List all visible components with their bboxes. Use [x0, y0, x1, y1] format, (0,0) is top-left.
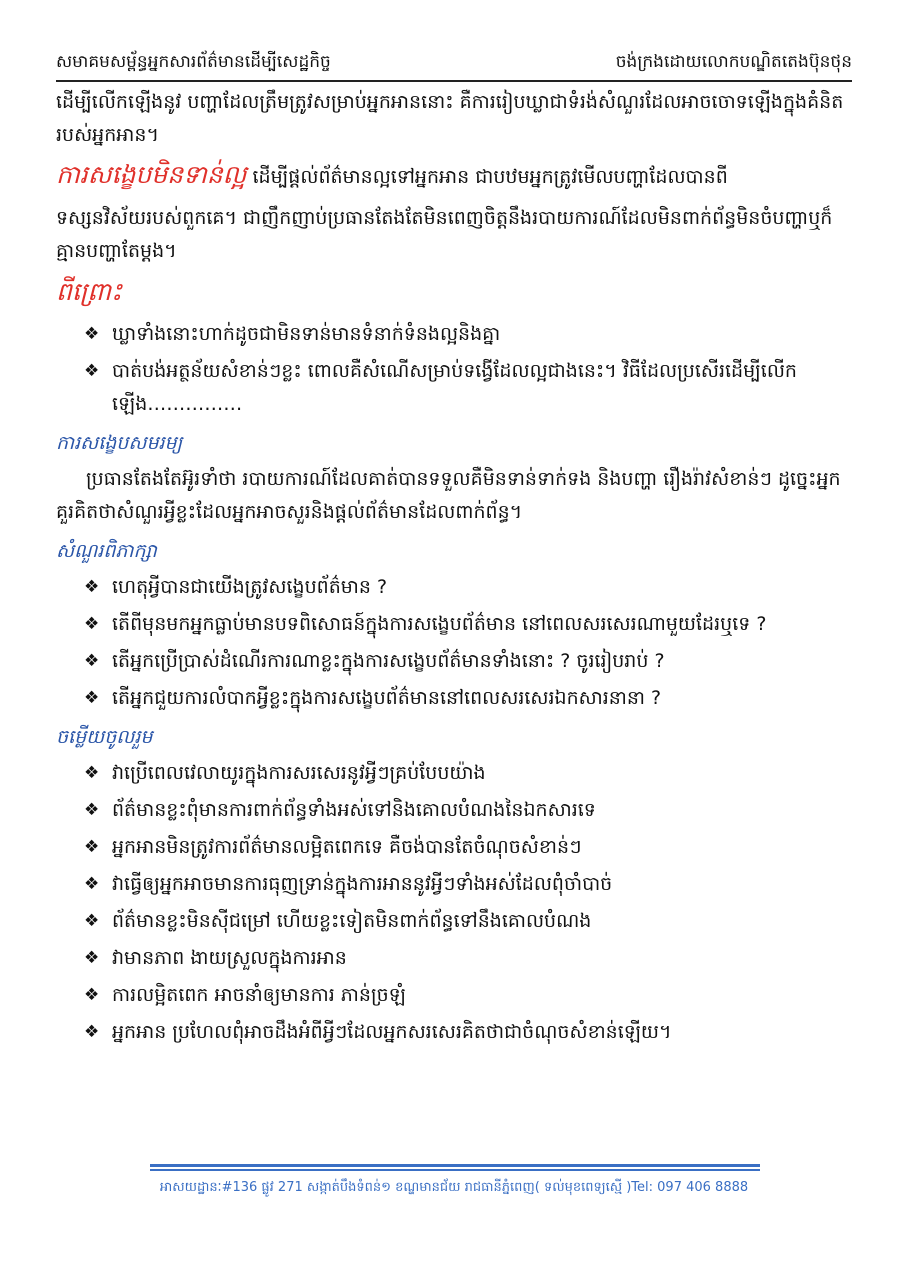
diamond-bullet-icon: ❖: [84, 577, 100, 597]
bad-summary-heading: ការសង្ខេបមិនទាន់ល្អ: [56, 160, 247, 189]
list-item: ❖ វាមានភាព ងាយស្រួលក្នុងការអាន: [56, 942, 856, 975]
list-item: ❖ តើពីមុនមកអ្នកធ្លាប់មានបទពិសោធន៍ក្នុងការសង្ខេបព័ត៌មាន នៅពេលសរសេរណាមួយដែរឬទេ ?: [56, 608, 856, 641]
diamond-bullet-icon: ❖: [84, 874, 100, 894]
diamond-bullet-icon: ❖: [84, 614, 100, 634]
list-item: ❖ ព័ត៌មានខ្លះពុំមានការពាក់ព័ន្ធទាំងអស់ទៅនិងគោលបំណងនៃឯកសារទេ: [56, 794, 856, 827]
list-item: ❖ អ្នកអានមិនត្រូវការព័ត៌មានលម្អិតពេកទេ គឺចង់បានតែចំណុចសំខាន់ៗ: [56, 831, 856, 864]
list-item: ❖ ហេតុអ្វីបានជាយើងត្រូវសង្ខេបព័ត៌មាន ?: [56, 571, 856, 604]
bad-summary-text-1: ដើម្បីផ្តល់ព័ត៌មានល្អទៅអ្នកអាន ជាបឋមអ្នកត្រូវមើលបញ្ហាដែលបានពី: [246, 166, 728, 188]
diamond-bullet-icon: ❖: [84, 361, 100, 381]
diamond-bullet-icon: ❖: [84, 688, 100, 708]
header-right: ចង់ក្រងដោយលោកបណ្ឌិតតេងប៊ុនថុន: [615, 52, 852, 72]
page-body: [56, 86, 856, 1053]
discussion-heading: សំណួរពិភាក្សា: [56, 540, 157, 562]
because-heading: ពីព្រោះ: [56, 277, 123, 306]
diamond-bullet-icon: ❖: [84, 985, 100, 1005]
header-left: សមាគមសម្ព័ន្ធអ្នកសារព័ត៌មានដើម្បីសេដ្ឋកិច្ច: [56, 52, 331, 72]
list-item: ❖ តើអ្នកជួយការលំបាកអ្វីខ្លះក្នុងការសង្ខេបព័ត៌មាននៅពេលសរសេរឯកសារនានា ?: [56, 682, 856, 715]
bad-summary-text-2: ទស្សនវិស័យរបស់ពួកគេ។ ជាញឹកញាប់ប្រធានតែងតែមិនពេញចិត្តនឹងរបាយការណ៍ដែលមិនពាក់ព័ន្ធមិនចំបញ្ហាឬក៏គ្មានបញ្ហាតែម្តង។: [56, 207, 833, 262]
list-item: ❖ ការលម្អិតពេក អាចនាំឲ្យមានការ ភាន់ច្រឡំ: [56, 979, 856, 1012]
diamond-bullet-icon: ❖: [84, 837, 100, 857]
list-item: ❖ តើអ្នកប្រើប្រាស់ដំណើរការណាខ្លះក្នុងការសង្ខេបព័ត៌មានទាំងនោះ ? ចូររៀបរាប់ ?: [56, 645, 856, 678]
list-item: ❖ វាធ្វើឲ្យអ្នកអាចមានការធុញទ្រាន់ក្នុងការអាននូវអ្វីៗទាំងអស់ដែលពុំចាំបាច់: [56, 868, 856, 901]
diamond-bullet-icon: ❖: [84, 948, 100, 968]
list-item: ❖ វាប្រើពេលវេលាយូរក្នុងការសរសេរនូវអ្វីៗគ្រប់បែបយ៉ាង: [56, 757, 856, 790]
diamond-bullet-icon: ❖: [84, 324, 100, 344]
list-item: ❖ ឃ្លាទាំងនោះហាក់ដូចជាមិនទាន់មានទំនាក់ទំនងល្អនិងគ្នា: [56, 318, 856, 351]
answers-heading: ចម្លើយចូលរួម: [56, 726, 153, 748]
list-item: ❖ ព័ត៌មានខ្លះមិនស៊ីជម្រៅ ហើយខ្លះទៀតមិនពាក់ព័ន្ធទៅនឹងគោលបំណង: [56, 905, 856, 938]
diamond-bullet-icon: ❖: [84, 651, 100, 671]
list-item: ❖ បាត់បង់អត្ថន័យសំខាន់ៗខ្លះ ពោលគឺសំណើសម្រាប់ទង្វើដែលល្អជាងនេះ។ វិធីដែលប្រសើរដើម្បីលើកឡើង……………: [56, 355, 856, 421]
bad-summary-paragraph: [56, 158, 856, 194]
footer-address: អាសយដ្ឋានៈ#136 ផ្លូវ 271 សង្កាត់បឹងទំពន់១ ខណ្ឌមានជ័យ រាជធានីភ្នំពេញ( ទល់មុខពេទ្យស្មើ )Tel: 097 406 8888: [159, 1180, 749, 1195]
footer-rule-thick: [150, 1164, 760, 1167]
answers-list: [56, 757, 856, 1049]
discussion-list: [56, 571, 856, 715]
diamond-bullet-icon: ❖: [84, 763, 100, 783]
proper-summary-heading: ការសង្ខេបសមរម្យ: [56, 432, 183, 454]
because-list: [56, 318, 856, 421]
diamond-bullet-icon: ❖: [84, 911, 100, 931]
footer-divider: [150, 1164, 760, 1171]
proper-summary-paragraph: ប្រធានតែងតែអ៊ូរទាំថា របាយការណ៍ដែលគាត់បានទទួលគឺមិនទាន់ទាក់ទង និងបញ្ហា រឿងរ៉ាវសំខាន់ៗ ដូច្នេះអ្នក គួរគិតថាសំណួរអ្វីខ្លះដែលអ្នកអាចសួរនិងផ្តល់ព័ត៌មានដែលពាក់ព័ន្ធ។: [56, 468, 841, 523]
diamond-bullet-icon: ❖: [84, 800, 100, 820]
intro-paragraph: ដើម្បីលើកឡើងនូវ បញ្ហាដែលត្រឹមត្រូវសម្រាប់អ្នកអាននោះ គឺការរៀបឃ្លាជាទំរង់សំណួរដែលអាចចោទឡើងក្នុងគំនិតរបស់អ្នកអាន។: [56, 91, 844, 146]
page-header: [56, 48, 852, 82]
footer-rule-thin: [150, 1169, 760, 1171]
diamond-bullet-icon: ❖: [84, 1022, 100, 1042]
list-item: ❖ អ្នកអាន ប្រហែលពុំអាចដឹងអំពីអ្វីៗដែលអ្នកសរសេរគិតថាជាចំណុចសំខាន់ឡើយ។: [56, 1016, 856, 1049]
